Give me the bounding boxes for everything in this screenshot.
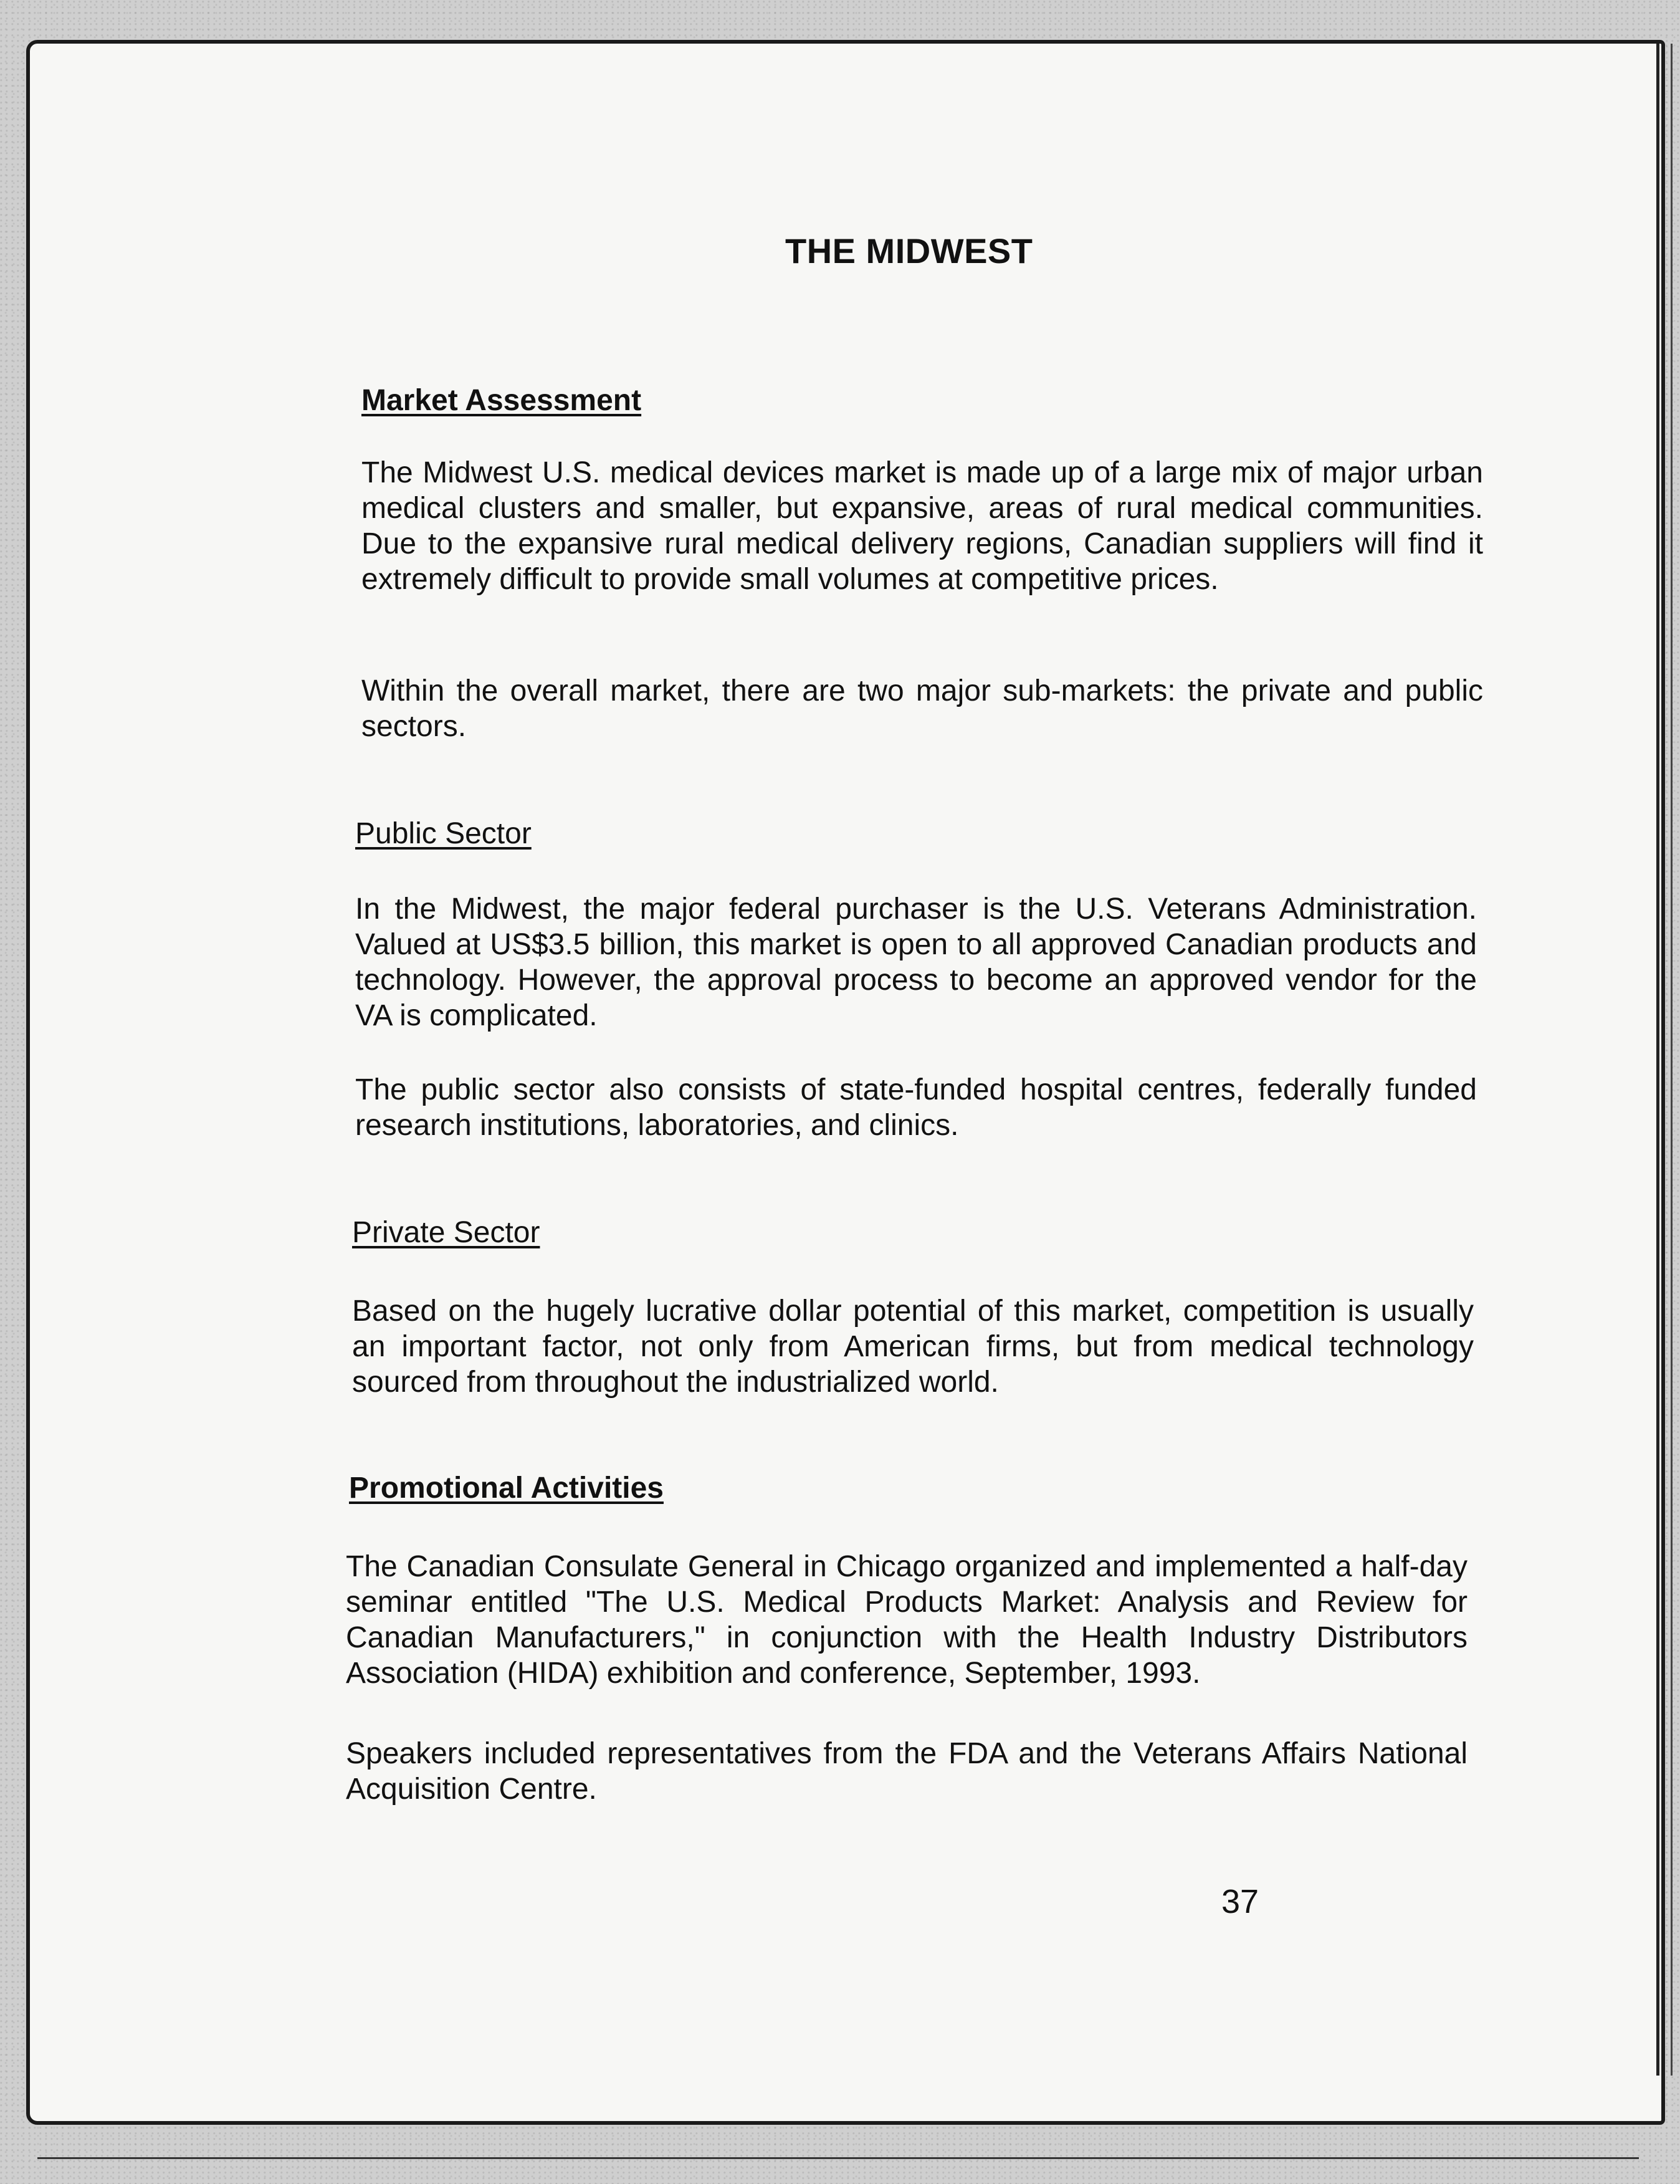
paragraph-public-sector-1: In the Midwest, the major federal purchaser is the U.S. Veterans Administration. Valued at US$3.5 billion, this market is open to all approved Canadian products and technology. However, the approval process to become an approved vendor for the VA is complicated. [355, 893, 1477, 1032]
paragraph-promotional-activities-1: The Canadian Consulate General in Chicago organized and implemented a half-day seminar entitled "The U.S. Medical Products Market: Analysis and Review for Canadian Manufacturers," in conjunction with the Health Industry Distributors Association (HIDA) exhibition and conference, September, 1993. [346, 1550, 1468, 1690]
section-heading-promotional-activities: Promotional Activities [349, 1472, 664, 1505]
page-bottom-edge [37, 2157, 1639, 2159]
page-title: THE MIDWEST [785, 231, 1033, 271]
section-heading-private-sector: Private Sector [352, 1216, 540, 1249]
paragraph-market-assessment-1: The Midwest U.S. medical devices market is made up of a large mix of major urban medical clusters and smaller, but expansive, areas of rural medical communities. Due to the expansive rural medical delivery regions, Canadian suppliers will find it extremely difficult to provide small volumes at competitive prices. [361, 456, 1483, 596]
section-heading-market-assessment: Market Assessment [361, 384, 642, 417]
section-heading-public-sector: Public Sector [355, 817, 532, 850]
paragraph-promotional-activities-2: Speakers included representatives from the FDA and the Veterans Affairs National Acquisition Centre. [346, 1737, 1468, 1806]
paragraph-market-assessment-2: Within the overall market, there are two major sub-markets: the private and public sectors. [361, 674, 1483, 743]
page-binding-edge [1656, 44, 1673, 2076]
paragraph-public-sector-2: The public sector also consists of state-funded hospital centres, federally funded research institutions, laboratories, and clinics. [355, 1073, 1477, 1142]
page-number: 37 [1221, 1883, 1259, 1920]
paragraph-private-sector-1: Based on the hugely lucrative dollar potential of this market, competition is usually an important factor, not only from American firms, but from medical technology sourced from throughout the industrialized world. [352, 1295, 1474, 1399]
